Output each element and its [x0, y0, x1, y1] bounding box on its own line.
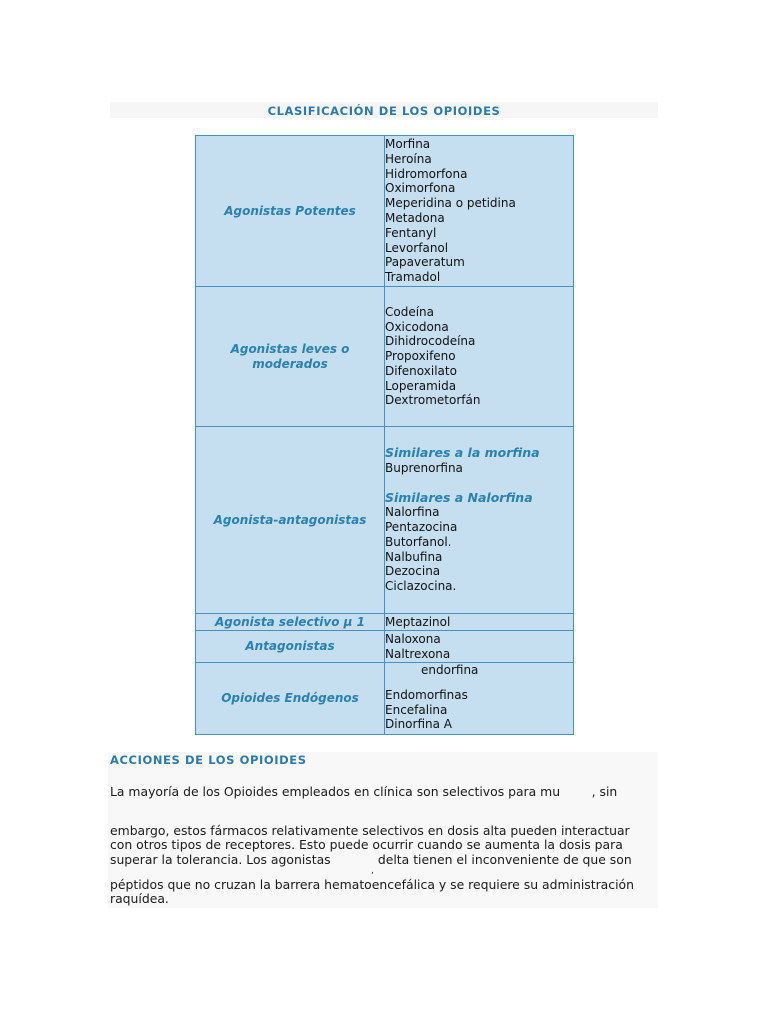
drug-item: Dezocina [385, 564, 441, 579]
drug-item: Buprenorfina [385, 460, 463, 475]
drug-item: Dihidrocodeína [385, 334, 476, 349]
drug-item: Fentanyl [385, 225, 437, 240]
spacer [385, 678, 573, 688]
drug-item: Naltrexona [385, 646, 451, 661]
category-cell: Antagonistas [196, 631, 385, 663]
category-cell: Agonista-antagonistas [196, 427, 385, 614]
drug-item: Endomorfinas [385, 687, 468, 702]
table-row [196, 631, 574, 663]
drug-item: Difenoxilato [385, 363, 457, 378]
drugs-cell [385, 427, 574, 614]
drug-item: Ciclazocina. [385, 579, 457, 594]
drugs-cell [385, 631, 574, 663]
drug-item: Tramadol [385, 270, 441, 285]
drug-item: Propoxifeno [385, 349, 456, 364]
section-title: ACCIONES DE LOS OPIOIDES [110, 753, 307, 767]
table-row [196, 663, 574, 735]
table-row [196, 287, 574, 427]
drug-item: Morfina [385, 137, 431, 152]
paragraph-line: embargo, estos fármacos relativamente selectivos en dosis alta pueden interactuar [110, 823, 630, 838]
drug-item: Oximorfona [385, 181, 456, 196]
opioid-classification-table [195, 135, 574, 735]
drug-item: Nalbufina [385, 549, 443, 564]
category-cell: Opioides Endógenos [196, 663, 385, 735]
drugs-cell [385, 287, 574, 427]
category-cell: Agonistas Potentes [196, 136, 385, 287]
drug-item: endorfina [421, 663, 479, 677]
paragraph-line: péptidos que no cruzan la barrera hematoencefálica y se requiere su administración [110, 877, 634, 892]
drugs-cell [385, 136, 574, 287]
drug-item: Hidromorfona [385, 166, 468, 181]
category-cell: Agonistas leves o moderados [196, 287, 385, 427]
drug-item: Nalorfina [385, 505, 440, 520]
drug-item: Meperidina o petidina [385, 196, 516, 211]
stray-mark: , [371, 866, 374, 876]
drug-item: Naloxona [385, 631, 441, 646]
drug-item: Levorfanol [385, 240, 449, 255]
paragraph-line: con otros tipos de receptores. Esto puede ocurrir cuando se aumenta la dosis para [110, 837, 623, 852]
drugs-cell [385, 614, 574, 631]
subgroup-title: Similares a la morfina [385, 444, 540, 460]
drug-item: Oxicodona [385, 319, 449, 334]
paragraph-line: La mayoría de los Opioides empleados en clínica son selectivos para mu , sin [110, 784, 618, 799]
table-row [196, 614, 574, 631]
drug-item: Heroína [385, 151, 432, 166]
drug-item: Metadona [385, 211, 445, 225]
table-row [196, 136, 574, 287]
drug-item: Dextrometorfán [385, 393, 481, 408]
page-title: CLASIFICACIÓN DE LOS OPIOIDES [267, 104, 501, 118]
spacer [385, 476, 573, 491]
drug-item: Dinorfina A [385, 717, 452, 732]
drug-item: Loperamida [385, 378, 457, 393]
drug-item: Codeína [385, 304, 435, 319]
paragraph-line: superar la tolerancia. Los agonistas delta tienen el inconveniente de que son [110, 852, 632, 867]
drug-item: Meptazinol [385, 614, 451, 629]
drug-item: Papaveratum [385, 255, 465, 270]
drugs-cell [385, 663, 574, 735]
drug-item: Butorfanol. [385, 534, 452, 549]
table-row [196, 427, 574, 614]
category-cell: Agonista selectivo µ 1 [196, 614, 385, 631]
drug-item: Pentazocina [385, 520, 458, 535]
paragraph-line: raquídea. [110, 891, 169, 906]
subgroup-title: Similares a Nalorfina [385, 489, 533, 505]
drug-item: Encefalina [385, 702, 448, 717]
